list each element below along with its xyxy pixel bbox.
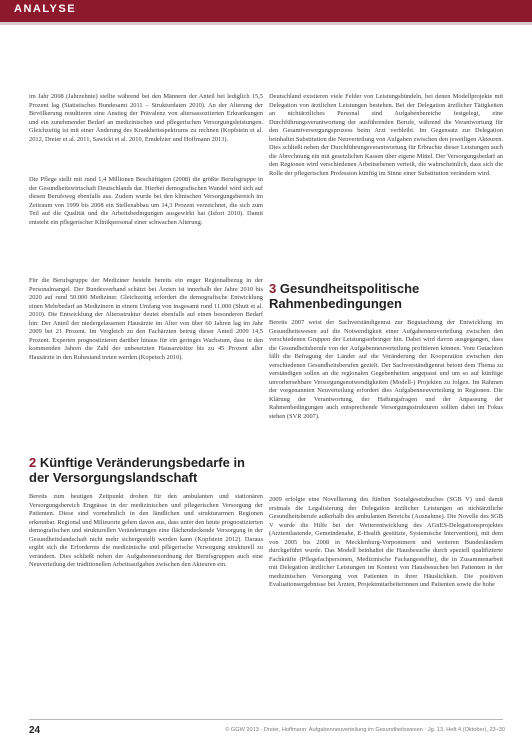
paragraph-right-1: Deutschland existieren viele Felder von Leistungsbündeln, bei denen Modellprojekte mit Delegation von ärztlichen Leistungen bestehen. Bei der Delegation ärztlicher Tätigkeiten an nichtärztliches Personal sind Aufgabenbereiche festgelegt, eine Durchführungsverantwortung der ausführenden Berufe, während die Verantwortung für den Gesamtversorgungsprozess beim Arzt verbleibt. Im Gegensatz zur Delegation beinhaltet Substitution die Neuverteilung von Aufgaben zwischen den jeweiligen Akteuren. Dies schließt neben der Durchführungsverantwortung für Erbrachte dieser Leistungen auch die Abrechnung ein mit gesetzlichen Kassen über eigene Mittel. Der Versorgungsbedarf an den Regionen wird verschiedenen Arbeitsebenen verteilt, die wahrscheinlich, dass sich die Rolle der pflegerischen Profession künftig im Sinne einer Substitution verändern wird.: [269, 93, 503, 177]
section-title: Künftige Veränderungsbedarfe in der Versorgungslandschaft: [29, 455, 246, 485]
paragraph-left-3: Für die Berufsgruppe der Mediziner besteht bereits ein enger Regionalbezug in der Personalmangel. Der Bundesverband schätzt bei Ärzten ist innerhalb der Jahre 2010 bis 2020 auf rund 50.000 Mediziner. Gleichzeitig erfordert die demografische Entwicklung einen Mehrbedarf an Medizinern in einem Umfang von insgesamt rund 11.000 (Shuit et al. 2010). Die Entwicklung der Altersstruktur deutet ebenfalls auf einen besonderen Bedarf hin: Der Anteil der niedergelassenen Hausärzte im Alter von über 60 Jahren lag im Jahr 2009 bei 21 Prozent. Im Vergleich zu den Fachärzten betrug dieser Anteil 2009 14,5 Prozent. Experten prognostizieren darüber hinaus für ein geringes Wachstum, dass in den kommenden Jahren die Zahl der unbesetzten Hausarztsitze bis zu 45 Prozent aller Hausärzte in den Ruhestand treten werden (Kopetsch 2010).: [29, 277, 263, 361]
paragraph-left-4: Bereits zum heutigen Zeitpunkt drohen für den ambulanten und stationären Versorgungsbereich Engpässe in der medizinischen und pflegerischen Versorgung der Patienten. Diese sind vornehmlich in den ländlichen und strukturarmen Regionen erkennbar. Regional und Milieuorte gehen davon aus, dass unter den heute prognostizierten demografischen und strukturellen Veränderungen eine flächendeckende Versorgung in der Gesundheitslandschaft nicht mehr sichergestellt werden kann (Kopfstein 2012). Daraus ergibt sich die Erfordernis die medizinische und pflegerische Versorgung strukturell zu verändern. Dies schließt neben der Aufgabenneuordnung der Berufsgruppen auch eine Neuverteilung der traditionellen Arbeitsaufgaben zwischen den Akteuren ein.: [29, 493, 263, 568]
footer-divider: [29, 719, 503, 720]
section-title: Gesundheitspolitische Rahmenbedingungen: [269, 281, 420, 311]
footer-citation: © GGW 2013 · Dreier, Hoffmann: Aufgabenneuverteilung im Gesundheitswesen · Jg. 13, Heft 4 (Oktober), 23–30: [225, 727, 505, 733]
header-divider: [0, 22, 532, 25]
section-heading-3: [269, 281, 503, 311]
section-heading-2: [29, 455, 263, 485]
section-number: 3: [269, 281, 277, 296]
section-number: 2: [29, 455, 37, 470]
left-column: [29, 93, 263, 670]
page-number: 24: [29, 725, 41, 736]
paragraph-left-2: Die Pflege stellt mit rund 1,4 Millionen Beschäftigten (2008) die größte Berufsgruppe in der Gesundheitswirtschaft Deutschlands dar. Hierbei demografischen Wandel wird sich auf diesen Berufsweg ebenfalls aus. Zudem wurde bei den klinischen Versorgungsbereich im Zeitraum von 1999 bis 2008 ein Stellenabbau um 14,3 Prozent verzeichnet, die sich zum Teil auf die Qualität und die Arbeitsbedingungen ausgewirkt hat (Isfort 2010). Damit entsteht ein pflegerischer Klinikpersonal einer schwachen Alterung.: [29, 176, 263, 226]
section-label: ANALYSE: [14, 3, 77, 15]
paragraph-left-1: im Jahr 2008 (Jahrzehnte) stellte während bei den Männern der Anteil bei lediglich 15,5 Prozent lag (Statistisches Bundesamt 2011 – Strukturdaten 2010). An der Alterung der Bevölkerung resultieren eine Anstieg der Prävalenz von altersassoziierten Erkrankungen und ein zunehmender Bedarf an medizinischen und pflegerischen Versorgungsleistungen. Gleichzeitig ist mit einer Änderung des Krankheitsspektrums zu rechnen (Kopfstein et al. 2012, Dreier et al. 2011, Sawicki et al. 2010, Emdelzier und Hoffmann 2013).: [29, 93, 263, 143]
right-column: [269, 93, 503, 679]
paragraph-right-3: 2009 erfolgte eine Novellierung des fünften Sozialgesetzbuches (SGB V) und damit erstmals die Legalisierung der Delegation ärztlicher Leistungen an nichtärztliche Gesundheitsberufe außerhalb des ambulanten Bereichs (Ausnahme). Die Novelle des SGB V wurde die Hilfe bei der Weiterentwicklung des AGnES-Delegationsprojektes (Arztentlastende, Gemeindenahe, E-Health gestützte, Systemische Intervention), mit dem von 2005 bis 2008 in Mecklenburg-Vorpommern und weiteren Bundesländern durchgeführt wurde. Das Modell beinhaltet die Hausbesuche durch speziell qualifizierte Fachkräfte (Pflegefachpersonen, Medizinische Fachangestellte), die in Zusammenarbeit mit Delegation ärztlicher Leistungen im Kontext von Hausbesuchen bei Patienten in der medizinischen Versorgung von Patienten in ihrer Häuslichkeit. Die positiven Evaluationsergebnisse bei Ärzten, Projektmitarbeiterinnen und Patienten sowie die hohe: [269, 496, 503, 588]
paragraph-right-2: Bereits 2007 weist der Sachverständigenrat zur Begutachtung der Entwicklung im Gesundheitswesen auf die Notwendigkeit einer Aufgabenneuverteilung zwischen den verschiedenen Gruppen der Leistungserbringer hin. Dabei wird davon ausgegangen, dass die Gesundheitsberufe von der Aufgabenneuverteilung profitieren können. Vom Gutachten fällt die Befragung der Länder auf die Veränderung der Kooperation zwischen den verschiedenen Gesundheitsberufen gezielt. Der Sachverständigenrat betont dem Thema zu verständigen sollen an die regionalen Gegebenheiten angepasst und um so auf künftige unvorhersehbare Versorgungsnotwendigkeiten (Modell-) Projekten zu folgen. Im Rahmen der vorgenannten Neuverteilung erfordert dies Aufgabenneuverteilung in Regionen. Die Klärung der Verantwortung, der Haftungsfragen und der Anpassung der Rahmenbedingungen auch entsprechende Versorgungsstrukturen sollten dabei im Fokus stehen (SVR 2007).: [269, 319, 503, 420]
header-band: [0, 0, 532, 22]
